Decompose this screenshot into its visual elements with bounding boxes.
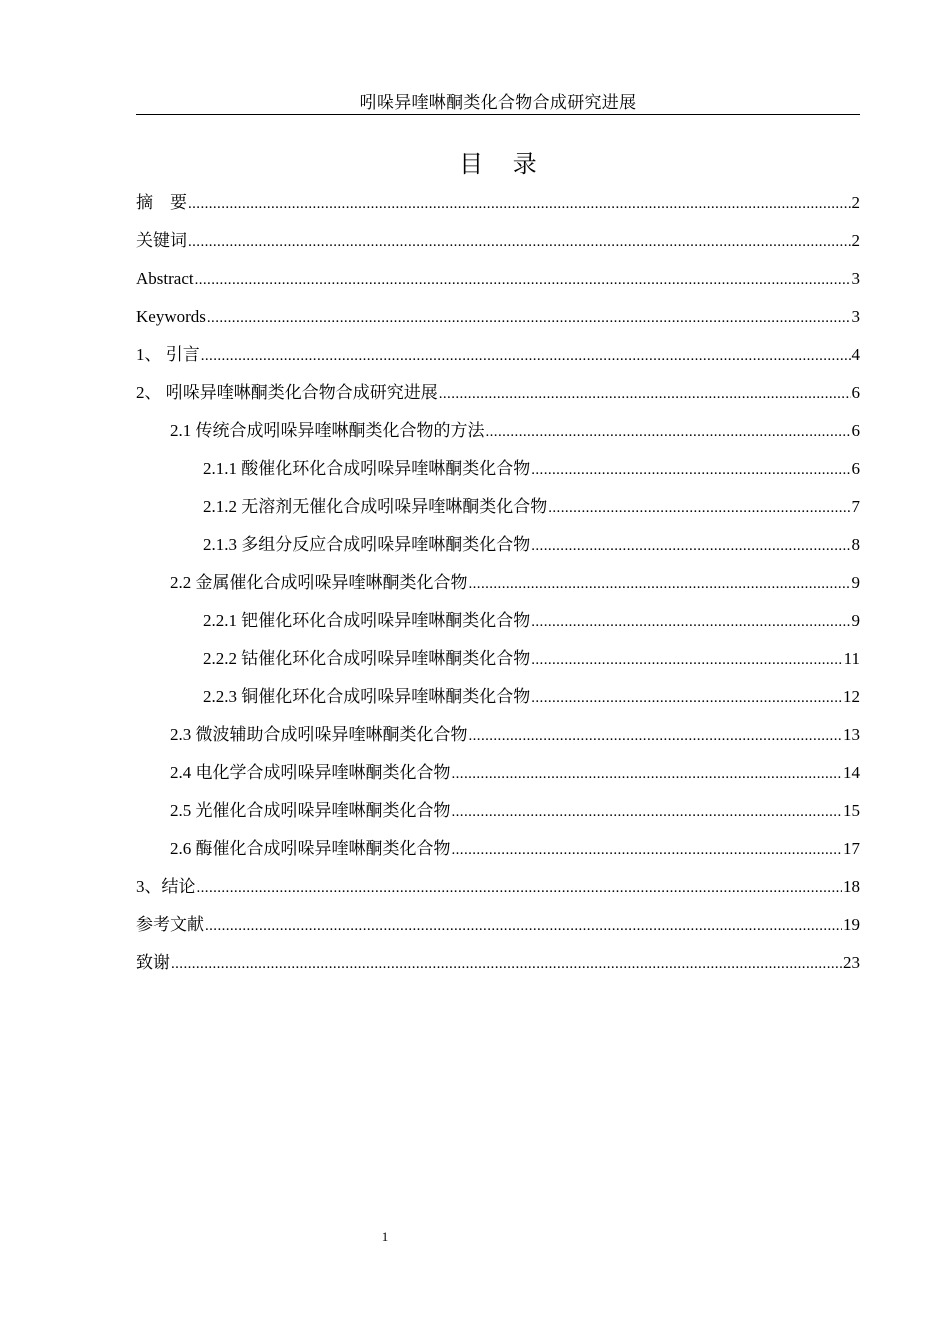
toc-title: 目 录 (459, 150, 537, 178)
toc-entry-label: 2.1.1 酸催化环化合成吲哚异喹啉酮类化合物 (203, 459, 531, 478)
toc-entry-label: 2.1.2 无溶剂无催化合成吲哚异喹啉酮类化合物 (203, 497, 548, 516)
toc-dot-leader (188, 191, 851, 217)
toc-entry-label: 关键词 (136, 231, 187, 250)
toc-entry[interactable] (136, 950, 860, 988)
toc-entry-page: 8 (851, 535, 860, 554)
toc-entry-label: 2.1 传统合成吲哚异喹啉酮类化合物的方法 (170, 421, 485, 440)
toc-entry[interactable] (136, 684, 860, 722)
toc-dot-leader (452, 837, 843, 863)
toc-entry-label: 2.2.1 钯催化环化合成吲哚异喹啉酮类化合物 (203, 611, 531, 630)
toc-entry-label: 2.6 酶催化合成吲哚异喹啉酮类化合物 (170, 839, 451, 858)
toc-entry-page: 6 (851, 459, 860, 478)
toc-entry-page: 6 (851, 383, 860, 402)
toc-dot-leader (486, 419, 851, 445)
toc-dot-leader (207, 305, 851, 331)
page-number: 1 (381, 1229, 389, 1244)
toc-entry-label: Keywords (136, 307, 206, 326)
toc-dot-leader (531, 533, 850, 559)
toc-entry-page: 2 (851, 231, 860, 250)
toc-entry-label: 2.3 微波辅助合成吲哚异喹啉酮类化合物 (170, 725, 468, 744)
toc-entry[interactable] (136, 418, 860, 456)
toc-entry-label: Abstract (136, 269, 194, 288)
toc-entry-page: 12 (843, 687, 860, 706)
toc-dot-leader (188, 229, 851, 255)
toc-entry-page: 19 (843, 915, 860, 934)
toc-entry-label: 参考文献 (136, 915, 204, 934)
toc-entry[interactable] (136, 190, 860, 228)
toc-entry[interactable] (136, 836, 860, 874)
toc-entry[interactable] (136, 874, 860, 912)
header-divider (136, 114, 860, 115)
toc-entry-label: 2.1.3 多组分反应合成吲哚异喹啉酮类化合物 (203, 535, 531, 554)
toc-dot-leader (197, 875, 843, 901)
toc-dot-leader (195, 267, 851, 293)
toc-entry-label: 致谢 (136, 953, 170, 972)
toc-dot-leader (531, 647, 842, 673)
toc-entry-label: 1、 引言 (136, 345, 200, 364)
toc-entry-label: 2.4 电化学合成吲哚异喹啉酮类化合物 (170, 763, 451, 782)
toc-entry-page: 17 (843, 839, 860, 858)
toc-entry[interactable] (136, 304, 860, 342)
toc-entry[interactable] (136, 912, 860, 950)
toc-entry-label: 3、结论 (136, 877, 196, 896)
toc-dot-leader (452, 761, 843, 787)
toc-entry[interactable] (136, 380, 860, 418)
toc-entry-page: 3 (851, 269, 860, 288)
toc-entry-label: 2.2 金属催化合成吲哚异喹啉酮类化合物 (170, 573, 468, 592)
toc-dot-leader (201, 343, 851, 369)
toc-entry[interactable] (136, 228, 860, 266)
toc-entry[interactable] (136, 456, 860, 494)
toc-entry[interactable] (136, 494, 860, 532)
toc-entry[interactable] (136, 342, 860, 380)
toc-entry-page: 4 (851, 345, 860, 364)
toc-entry-page: 9 (851, 611, 860, 630)
toc-entry[interactable] (136, 646, 860, 684)
toc-dot-leader (531, 685, 842, 711)
toc-entry[interactable] (136, 266, 860, 304)
toc-entry[interactable] (136, 760, 860, 798)
toc-entry-page: 11 (843, 649, 860, 668)
toc-entry[interactable] (136, 570, 860, 608)
toc-dot-leader (531, 609, 850, 635)
toc-entry-page: 2 (851, 193, 860, 212)
toc-entry-label: 2.5 光催化合成吲哚异喹啉酮类化合物 (170, 801, 451, 820)
toc-dot-leader (439, 381, 851, 407)
toc-entry-page: 15 (843, 801, 860, 820)
toc-entry-label: 2、 吲哚异喹啉酮类化合物合成研究进展 (136, 383, 438, 402)
toc-dot-leader (548, 495, 850, 521)
toc-entry-page: 7 (851, 497, 860, 516)
toc-entry-label: 摘 要 (136, 193, 187, 212)
toc-dot-leader (205, 913, 842, 939)
toc-entry-page: 23 (843, 953, 860, 972)
toc-entry-label: 2.2.3 铜催化环化合成吲哚异喹啉酮类化合物 (203, 687, 531, 706)
running-header: 吲哚异喹啉酮类化合物合成研究进展 (359, 93, 637, 112)
table-of-contents (136, 190, 860, 988)
toc-dot-leader (531, 457, 850, 483)
toc-dot-leader (171, 951, 842, 977)
toc-entry-page: 3 (851, 307, 860, 326)
toc-entry[interactable] (136, 722, 860, 760)
toc-entry[interactable] (136, 798, 860, 836)
toc-entry-page: 13 (843, 725, 860, 744)
toc-dot-leader (469, 723, 843, 749)
toc-entry-label: 2.2.2 钴催化环化合成吲哚异喹啉酮类化合物 (203, 649, 531, 668)
toc-entry[interactable] (136, 532, 860, 570)
toc-dot-leader (469, 571, 851, 597)
toc-entry-page: 14 (843, 763, 860, 782)
toc-entry-page: 6 (851, 421, 860, 440)
toc-entry[interactable] (136, 608, 860, 646)
toc-dot-leader (452, 799, 843, 825)
toc-entry-page: 9 (851, 573, 860, 592)
toc-entry-page: 18 (843, 877, 860, 896)
